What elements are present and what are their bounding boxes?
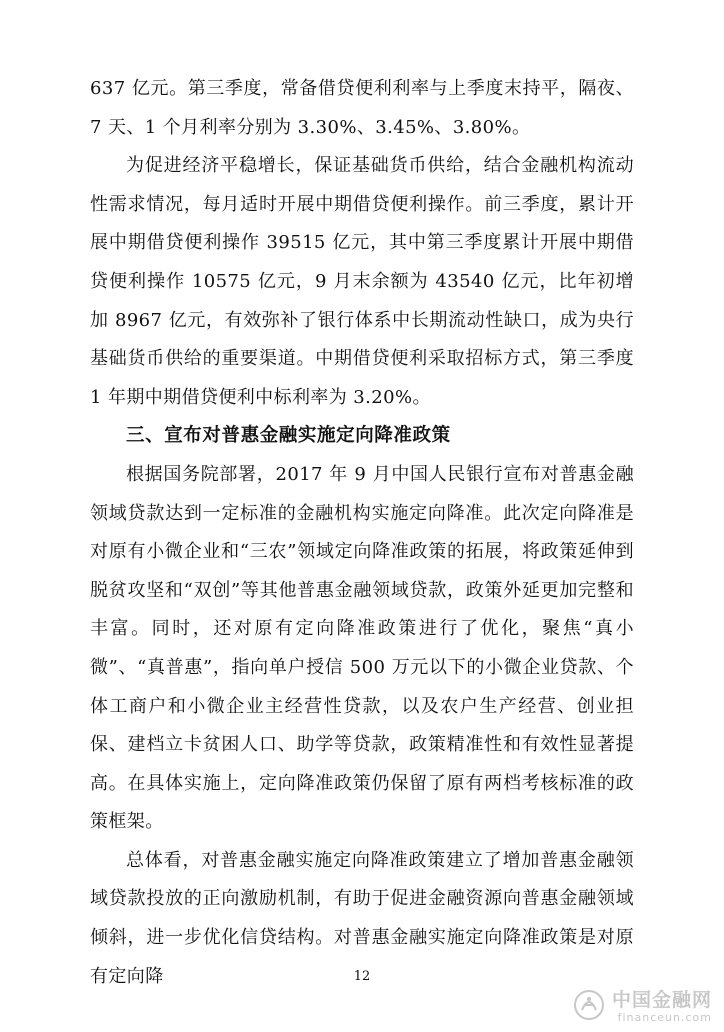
watermark-domain: financeun.com bbox=[617, 1011, 712, 1024]
paragraph-4: 总体看，对普惠金融实施定向降准政策建立了增加普惠金融领域贷款投放的正向激励机制，有助于促进金融资源向普惠金融领域倾斜，进一步优化信贷结构。对普惠金融实施定向降准政策是对原有定向降 bbox=[90, 849, 634, 987]
section-heading: 三、宣布对普惠金融实施定向降准政策 bbox=[126, 425, 451, 447]
page-number: 12 bbox=[353, 969, 371, 984]
paragraph-3: 根据国务院部署，2017 年 9 月中国人民银行宣布对普惠金融领域贷款达到一定标准的金融机构实施定向降准。此次定向降准是对原有小微企业和“三农”领域定向降准政策的拓展，将政策延伸到脱贫攻坚和“双创”等其他普惠金融领域贷款，政策外延更加完整和丰富。同时，还对原有定向降准政策进行了优化，聚焦“真小微”、“真普惠”，指向单户授信 500 万元以下的小微企业贷款、个体工商户和小微企业主经营性贷款，以及农户生产经营、创业担保、建档立卡贫困人口、助学等贷款，政策精准性和有效性显著提高。在具体实施上，定向降准政策仍保留了原有两档考核标准的政策框架。 bbox=[90, 463, 634, 833]
paragraph-2: 为促进经济平稳增长，保证基础货币供给，结合金融机构流动性需求情况，每月适时开展中期借贷便利操作。前三季度，累计开展中期借贷便利操作 39515 亿元，其中第三季度累计开展中期借贷便利操作 10575 亿元，9 月末余额为 43540 亿元，比年初增加 8967 亿元，有效弥补了银行体系中长期流动性缺口，成为央行基础货币供给的重要渠道。中期借贷便利采取招标方式，第三季度 1 年期中期借贷便利中标利率为 3.20%。 bbox=[90, 155, 634, 408]
watermark-name: 中国金融网 bbox=[611, 989, 712, 1011]
document-body bbox=[90, 70, 634, 996]
paragraph-1: 637 亿元。第三季度，常备借贷便利利率与上季度末持平，隔夜、7 天、1 个月利率分别为 3.30%、3.45%、3.80%。 bbox=[90, 78, 634, 138]
watermark bbox=[572, 988, 712, 1026]
watermark-text bbox=[612, 991, 712, 1023]
finance-network-logo-icon bbox=[572, 988, 606, 1026]
